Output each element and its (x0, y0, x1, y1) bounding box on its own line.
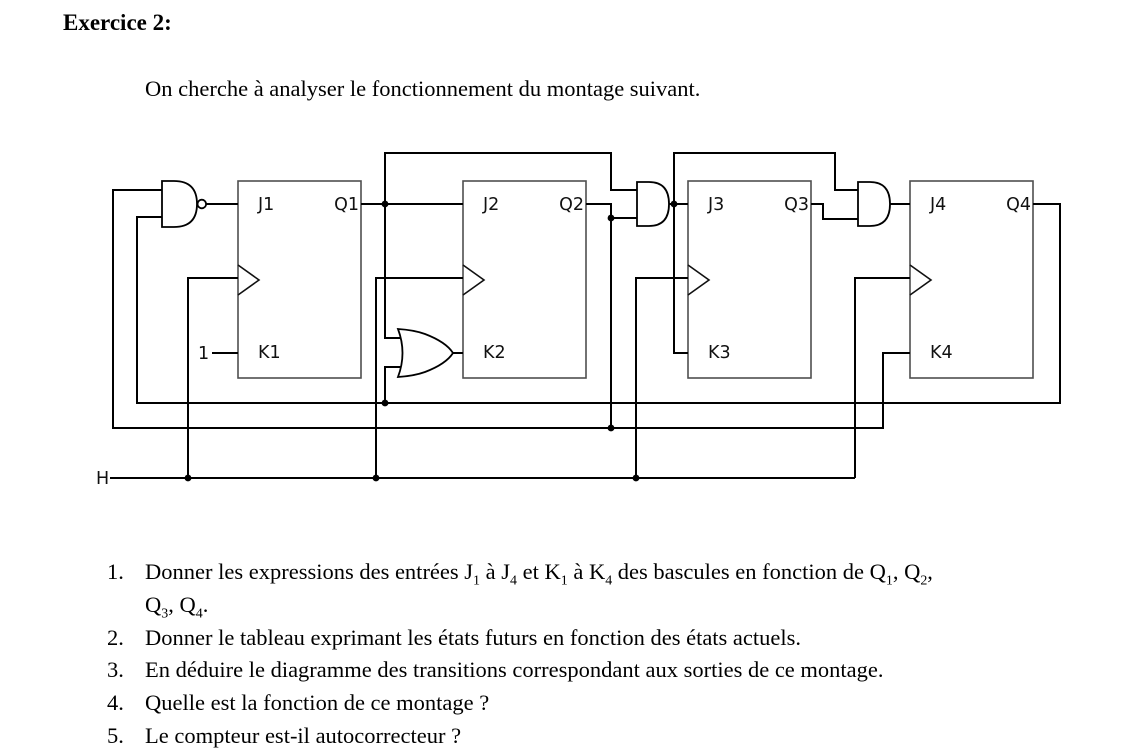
wire-q2-bus-nand-k4 (113, 190, 910, 428)
question-text: Donner le tableau exprimant les états futurs en fonction des états actuels. (145, 624, 802, 650)
wire-q1-to-and1-top (385, 153, 637, 204)
question-item (107, 556, 1119, 622)
nand-bubble-icon (198, 200, 207, 209)
ff3-q-label: Q3 (784, 195, 809, 215)
wire-clock-to-ff3 (636, 278, 688, 478)
wire-clock-to-ff2 (376, 278, 463, 478)
or-gate (398, 329, 453, 377)
question-number: 4. (107, 690, 124, 716)
wire-q3-to-and2-bottom (811, 204, 858, 219)
clock-edge-icon (238, 265, 259, 295)
and-gate-1 (637, 182, 669, 226)
question-item (107, 720, 1119, 753)
ff2-j-label: J2 (483, 195, 500, 215)
question-text: En déduire le diagramme des transitions correspondant aux sorties de ce montage. (145, 657, 884, 683)
question-item (107, 687, 1119, 720)
flipflop-labels (96, 195, 1031, 489)
question-text: Quelle est la fonction de ce montage ? (145, 690, 490, 716)
question-text: Donner les expressions des entrées $J_1$ à $J_4$ et $K_1$ à $K_4$ des bascules en fonction de $Q_1$, $Q_2$, $Q_3$, $Q_4$. (145, 559, 933, 622)
clock-edge-icon (463, 265, 484, 295)
ff4-k-label: K4 (930, 343, 953, 363)
ff1-k-label: K1 (258, 343, 281, 363)
nand-gate (162, 181, 197, 227)
question-number: 2. (107, 624, 124, 650)
question-number: 5. (107, 722, 124, 748)
ff4-q-label: Q4 (1006, 195, 1031, 215)
question-number: 1. (107, 559, 124, 584)
clock-label: H (96, 469, 110, 489)
ff1-q-label: Q1 (334, 195, 359, 215)
clock-edge-icons (238, 265, 931, 295)
question-number: 3. (107, 657, 124, 683)
ff4-j-label: J4 (930, 195, 947, 215)
wire-q4-feedback-to-nand (137, 204, 1060, 403)
question-text: Le compteur est-il autocorrecteur ? (145, 722, 462, 748)
wire-q1-to-or-top (385, 204, 407, 338)
exercise-title: Exercice 2: (63, 10, 172, 35)
ff2-q-label: Q2 (559, 195, 584, 215)
question-item (107, 622, 1119, 655)
clock-edge-icon (910, 265, 931, 295)
ff3-j-label: J3 (708, 195, 725, 215)
ff1-j-label: J1 (258, 195, 275, 215)
ff2-k-label: K2 (483, 343, 506, 363)
ff3-k-label: K3 (708, 343, 731, 363)
intro-text: On cherche à analyser le fonctionnement du montage suivant. (145, 76, 701, 101)
clock-edge-icon (688, 265, 709, 295)
question-item (107, 654, 1119, 687)
and-gate-2 (858, 182, 890, 226)
wire-clock-to-ff1 (188, 278, 238, 478)
questions-list (107, 556, 1119, 753)
k1-constant-label: 1 (198, 344, 210, 364)
wires (110, 153, 1060, 478)
wire-and1-to-and2-top (674, 153, 858, 204)
